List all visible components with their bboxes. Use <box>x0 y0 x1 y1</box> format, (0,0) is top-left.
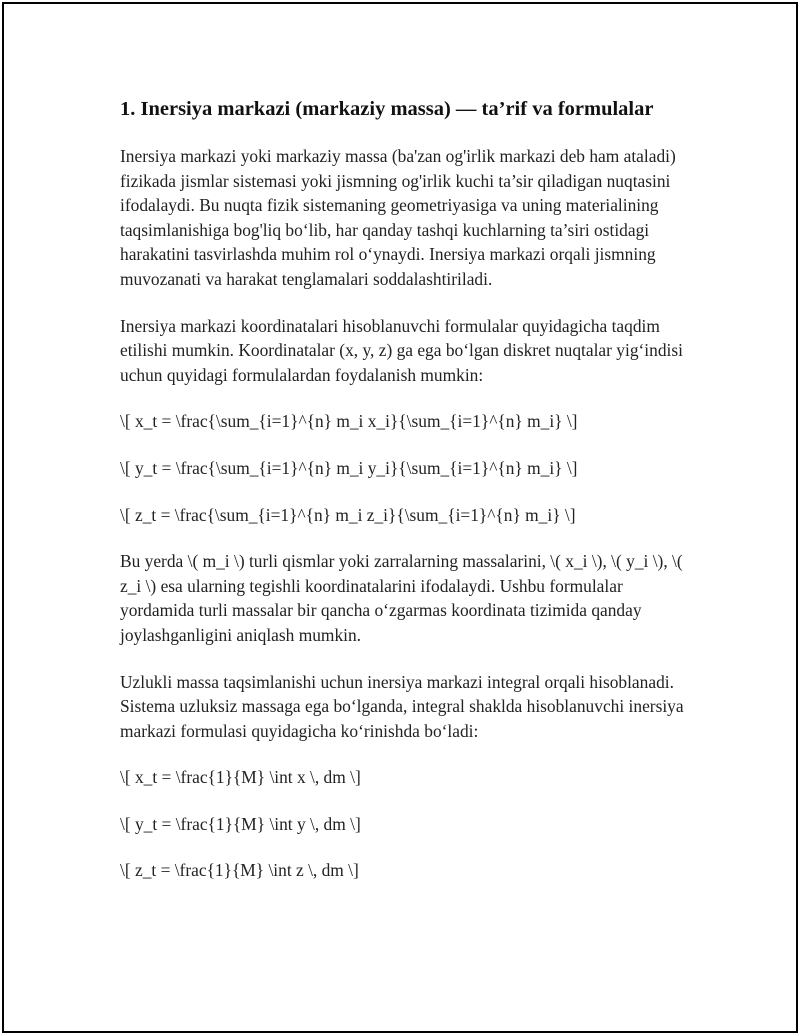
section-heading: 1. Inersiya markazi (markaziy massa) — ta’rif va formulalar <box>120 98 654 120</box>
formula-x-integral: \[ x_t = \frac{1}{M} \int x \, dm \] <box>120 767 361 788</box>
paragraph-discrete-formulas: Inersiya markazi koordinatalari hisoblanuvchi formulalar quyidagicha taqdim etilishi mumkin. Koordinatalar (x, y, z) ga ega bo‘lgan diskret nuqtalar yig‘indisi uchun quyidagi formulalardan foydalanish mumkin: <box>120 315 683 385</box>
formula-x-discrete: \[ x_t = \frac{\sum_{i=1}^{n} m_i x_i}{\sum_{i=1}^{n} m_i} \] <box>120 411 578 432</box>
formula-y-integral: \[ y_t = \frac{1}{M} \int y \, dm \] <box>120 813 361 834</box>
paragraph-continuous: Uzlukli massa taqsimlanishi uchun inersiya markazi integral orqali hisoblanadi. Sistema uzluksiz massaga ega bo‘lganda, integral shaklda hisoblanuvchi inersiya markazi formulasi quyidagicha ko‘rinishda bo‘ladi: <box>120 671 684 741</box>
paragraph-explanation: Bu yerda \( m_i \) turli qismlar yoki zarralarning massalarini, \( x_i \), \( y_i \), \( z_i \) esa ularning tegishli koordinatalarini ifodalaydi. Ushbu formulalar yordamida turli massalar bir qancha o‘zgarmas koordinata tizimida qanday joylashganligini aniqlash mumkin. <box>120 551 683 645</box>
document-content <box>120 96 700 905</box>
formula-z-discrete: \[ z_t = \frac{\sum_{i=1}^{n} m_i z_i}{\sum_{i=1}^{n} m_i} \] <box>120 504 576 525</box>
document-page <box>2 2 798 1033</box>
formula-z-integral: \[ z_t = \frac{1}{M} \int z \, dm \] <box>120 860 359 881</box>
paragraph-intro: Inersiya markazi yoki markaziy massa (ba'zan og'irlik markazi deb ham ataladi) fizikada jismlar sistemasi yoki jismning og'irlik kuchi ta’sir qiladigan nuqtasini ifodalaydi. Bu nuqta fizik sistemaning geometriyasiga va uning materialining taqsimlanishiga bog'liq bo‘lib, har qanday tashqi kuchlarning ta’siri ostidagi harakatini tasvirlashda muhim rol o‘ynaydi. Inersiya markazi orqali jismning muvozanati va harakat tenglamalari soddalashtiriladi. <box>120 146 676 289</box>
formula-y-discrete: \[ y_t = \frac{\sum_{i=1}^{n} m_i y_i}{\sum_{i=1}^{n} m_i} \] <box>120 457 578 478</box>
